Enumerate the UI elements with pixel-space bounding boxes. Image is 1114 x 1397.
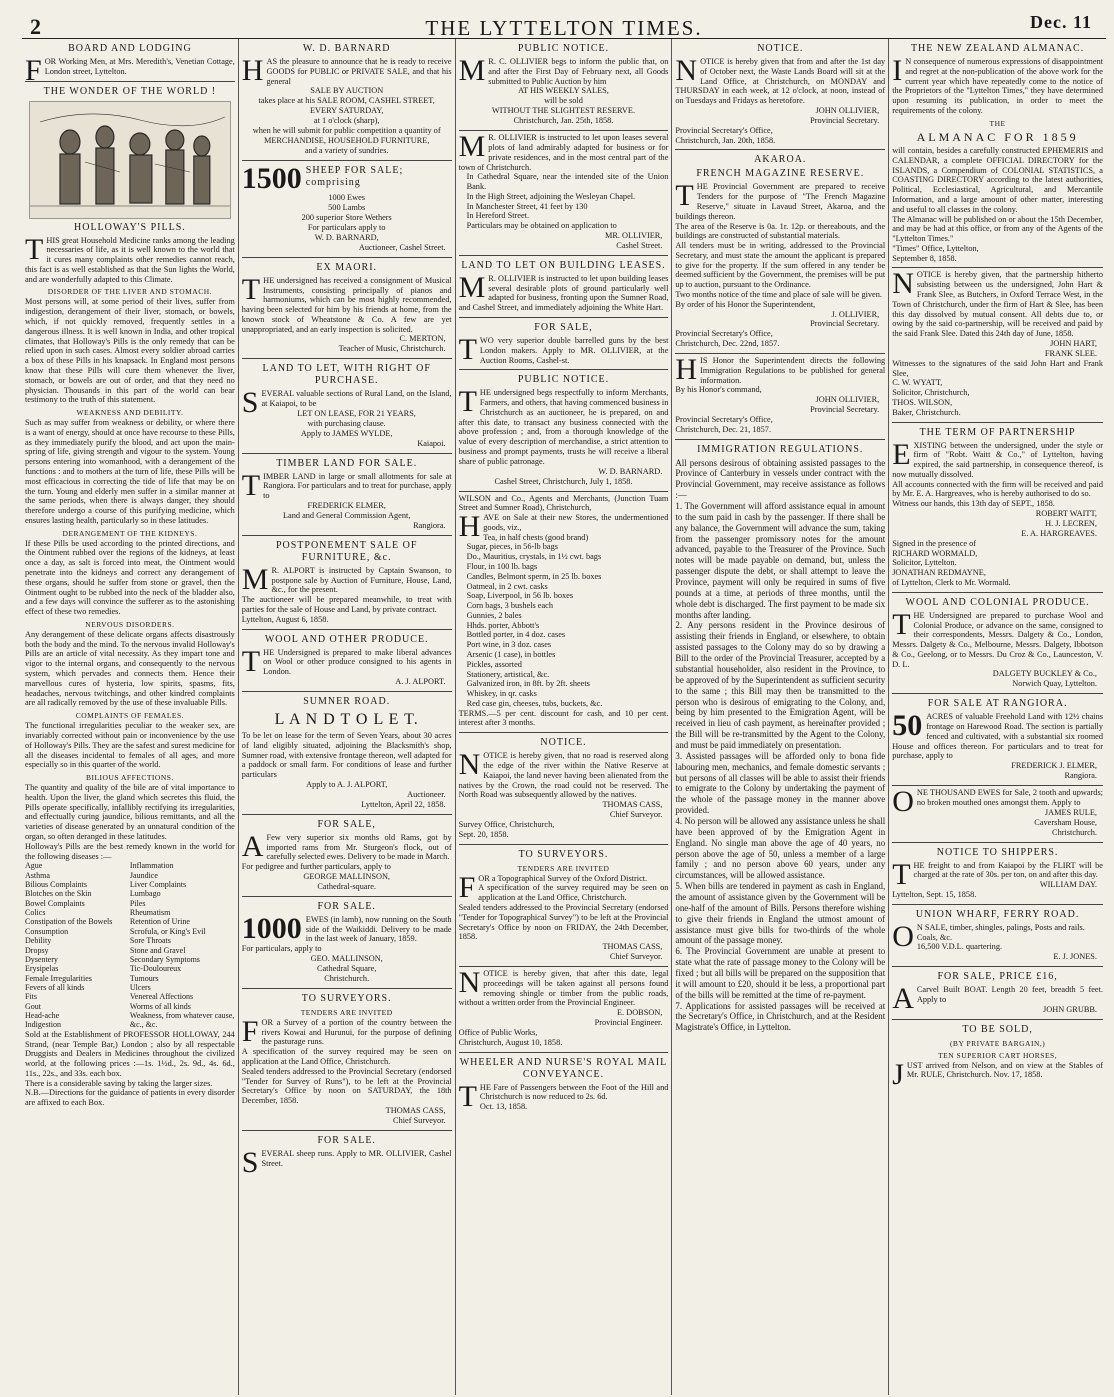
ad-rams-for-sale xyxy=(242,815,452,897)
ad-text: HE Undersigned are prepared to purchase Wool and Colonial Produce, or advance on the same, consigned to their correspondents, Messrs. Dalgety & Co., London, Messrs. Dalgety & Co., Melbourne, Messrs. Dalgety, Ibbotson & Co., Geelong, or to Messrs. Du Croz & Co., Launceston, V. D. L. xyxy=(892,610,1103,669)
ad-notice-shippers xyxy=(892,843,1103,905)
column-3 xyxy=(456,39,673,1395)
ad-text: EVERAL sheep runs. Apply to MR. OLLIVIER, Cashel Street. xyxy=(261,1148,452,1168)
ad-text: OTICE is hereby given, that the partnership hitherto subsisting between us the undersigned, John Hart & Frank Slee, as Butchers, in Oxford Terrace West, in the Town of Christchurch, under the firm of Hart & Slee, has been this day dissolved by mutual consent. All debts due to, or owing by the said co-partnership, will be received and paid by the said Frank Slee. Dated this 24th day of June, 1858. xyxy=(892,270,1103,339)
ad-text: OTICE is hereby given, that after this date, legal proceedings will be taken against all persons found removing shingle or timber from the public roads, without a written order from the Provincial Engineer. xyxy=(458,969,669,1008)
ad-date: Christchurch, Jan. 25th, 1858. xyxy=(513,116,614,126)
ad-body xyxy=(892,709,1103,761)
ad-heading: W. D. BARNARD xyxy=(302,43,391,54)
ad-body xyxy=(241,562,452,625)
ad-center-text: GEORGE MALLINSON, Cathedral-square. xyxy=(303,871,391,891)
ad-center-text: FREDERICK ELMER, Land and General Commission Agent, xyxy=(282,501,411,520)
ad-heading: NOTICE TO SHIPPERS. xyxy=(936,846,1059,858)
drop-cap: I xyxy=(892,54,903,87)
ad-body xyxy=(892,607,1103,670)
ad-body xyxy=(458,1079,669,1113)
ad-date: Office of Public Works, Christchurch, August 10, 1858. xyxy=(458,1028,563,1047)
drop-cap: T xyxy=(241,644,261,678)
ad-heading: FOR SALE. xyxy=(317,1134,376,1146)
ad-signature: E. DOBSON, Provincial Engineer. xyxy=(594,1008,663,1028)
list-intro: Holloway's Pills are the best remedy known in the world for the following diseases :— xyxy=(25,841,235,861)
ad-heading: NOTICE. xyxy=(540,737,587,749)
woodcut-scene-icon xyxy=(30,102,230,218)
ad-boat-for-sale xyxy=(892,967,1103,1020)
ad-headline: SHEEP FOR SALE; comprising xyxy=(305,165,404,189)
ad-center-text: GEO. MALLINSON, Cathedral Square, Christchurch. xyxy=(310,954,383,983)
goods-list: Tea, in half chests (good brand) Sugar, pieces, in 56-lb bags Do., Mauritius, crystals, in 1½ cwt. bags Flour, in 100 lb. bags Candles, Belmont sperm, in 25 lb. boxes Oatmeal, in 2 cwt. casks Soap, Liverpool, in 56 lb. boxes Corn bags, 3 bushels each Gunnies, 2 bales Hhds. porter, Abbott's Bottled porter, in 4 doz. cases Port wine, in 3 doz. cases Arsenic (1 case), in bottles Pickles, assorted Stationery, artistical, &c. Galvanized iron, in 8ft. by 2ft. sheets Whiskey, in qr. casks Red case gin, cheeses, tubs, buckets, &c. xyxy=(466,532,603,708)
ad-date: Cashel Street, Christchurch, July 1, 1858. xyxy=(494,476,633,486)
ad-public-notice-ollivier xyxy=(459,39,669,131)
ad-text: ACRES of valuable Freehold Land with 12½ chains frontage on Harewood Road. The section is partially fenced and cultivated, with a substantial six roomed House and offices thereon. For particulars and to treat for purchase, apply to xyxy=(892,712,1103,761)
ad-immigration-regulations xyxy=(675,440,885,1038)
ad-locations: In Cathedral Square, near the intended site of the Union Bank. In the High Street, adjoining the Wesleyan Chapel. In Manchester Street, 41 feet by 130 In Hereford Street. Particulars may be obtained on application to xyxy=(466,172,669,231)
ad-heading: EX MAORI. xyxy=(316,261,378,273)
ad-body xyxy=(241,386,452,420)
ad-body-2: will contain, besides a carefully constructed EPHEMERIS and CALENDAR, a complete OFFICIAL DIRECTORY for the ISLANDS, a Compendium of COLONIAL STATISTICS, a COASTING DIRECTORY according to the latest authorities, Political, Ecclesiastical, Agricultural, and Mercantile Information, and a large amount of other matter, interesting and useful to all classes in the colony. The Almanac will be published on or about the 15th December, and may be had at this office, or from any of the Agents of the "Lyttelton Times." xyxy=(892,146,1103,244)
ad-union-wharf xyxy=(892,905,1103,967)
ad-text: R. OLLIVIER is instructed to let upon leases several plots of land admirably adapted for business or for private residences, and in the most central part of the town of Christchurch. xyxy=(458,133,669,172)
ad-date: "Times" Office, Lyttelton, September 8, 1858. xyxy=(892,243,979,263)
ad-text: OTICE is hereby given that from and after the 1st day of October next, the Waste Lands Board will sit at the Land Office, at Christchurch, on MONDAY and THURSDAY in each week, at 12 o'clock, at noon, instead of on Tuesdays and Fridays as heretofore. xyxy=(675,57,886,106)
ad-body xyxy=(892,785,1103,819)
ad-heading: WOOL AND OTHER PRODUCE. xyxy=(264,633,429,645)
ad-date: Provincial Secretary's Office, Christchurch, Jan. 20th, 1858. xyxy=(675,125,776,145)
disease-list xyxy=(25,861,235,1029)
drop-cap: T xyxy=(675,179,694,213)
ad-public-notice-barnard xyxy=(459,370,669,491)
ad-heading: AKAROA. xyxy=(754,154,807,166)
ad-heading: THE NEW ZEALAND ALMANAC. xyxy=(910,43,1085,54)
ad-text: HE Undersigned is prepared to make liberal advances on Wool or other produce consigned to his agents in London. xyxy=(263,647,452,677)
ad-heading: FOR SALE, xyxy=(534,322,593,333)
ad-body xyxy=(458,270,669,313)
disease-list-left: Ague Asthma Bilious Complaints Blotches on the Skin Bowel Complaints Colics Constipation of the Bowels Consumption Debility Dropsy Dysentery Erysipelas Female Irregularities Fevers of all kinds Fits Gout Head-ache Indigestion xyxy=(25,861,113,1030)
drop-cap: N xyxy=(458,748,481,782)
page-number: 2 xyxy=(30,14,41,39)
ad-partnership-waitt xyxy=(892,423,1103,593)
ad-heading: NOTICE. xyxy=(757,43,804,54)
ad-headline: L A N D T O L E T. xyxy=(274,710,419,728)
woodcut-illustration xyxy=(29,101,231,219)
ad-signature: Rangiora. xyxy=(413,520,446,530)
ad-signature: C. MERTON, Teacher of Music, Christchurch. xyxy=(338,334,446,354)
ad-body: To be let on lease for the term of Seven Years, about 30 acres of land eligibly situated, adjoining the Blacksmith's shop, Sumner road, with extensive frontage thereon, well adapted for a paddock or small farm. For conditions of lease and further particulars xyxy=(241,731,452,780)
ad-body xyxy=(675,54,886,106)
section-title: BILIOUS AFFECTIONS. xyxy=(85,773,174,783)
ad-partnership-hart-slee xyxy=(892,268,1103,422)
ad-heading: TIMBER LAND FOR SALE. xyxy=(276,457,418,469)
ad-signature: WILLIAM DAY. xyxy=(1039,880,1097,890)
ad-witnesses: Signed in the presence of RICHARD WORMALD, Solicitor, Lyttelton. JONATHAN REDMAYNE, of Lyttelton, Clerk to Mr. Wormald. xyxy=(892,538,1011,587)
ad-subheading: THE xyxy=(989,118,1006,128)
ad-intro: WILSON and Co., Agents and Merchants, (Junction Tuam Street and Sumner Road), Christchurch, xyxy=(458,493,669,513)
ad-text: NE THOUSAND EWES for Sale, 2 tooth and upwards; no broken mouthed ones amongst them. Apply to xyxy=(916,788,1103,807)
ad-signature: ROBERT WAITT, H. J. LECREN, E. A. HARGREAVES. xyxy=(1021,508,1097,538)
drop-cap: S xyxy=(241,386,259,420)
ad-date: Provincial Secretary's Office, Christchurch, Dec. 21, 1857. xyxy=(675,415,773,434)
ad-text: UST arrived from Nelson, and on view at the Stables of Mr. RULE, Christchurch. Nov. 17, 1858. xyxy=(906,1060,1103,1080)
drop-cap: A xyxy=(241,829,264,863)
drop-cap: O xyxy=(892,919,914,953)
ad-text: N consequence of numerous expressions of disappointment and regret at the non-publication of the above work for the current year which have repeatedly come to the notice of the Proprietors of the "Lyttelton Times," they have determined upon resuming its publication, in order to meet the requirements of the colony. xyxy=(892,57,1103,115)
ad-postponement xyxy=(242,536,452,630)
ad-signature: W. D. BARNARD. xyxy=(598,466,663,476)
ad-heading: THE TERM OF PARTNERSHIP xyxy=(919,426,1076,438)
drop-cap: M xyxy=(458,54,486,87)
section-text: The functional irregularities peculiar to the weaker sex, are invariably corrected without pain or inconvenience by the use of Holloway's Pills. They are the safest and surest medicine for all the diseases incidental to females of all ages, and more especially so in this quarter of the world. xyxy=(25,721,235,770)
drop-cap: N xyxy=(892,267,914,301)
ad-text: Carvel Built BOAT. Length 20 feet, breadth 5 feet. Apply to xyxy=(916,985,1103,1004)
ad-sumner-road xyxy=(242,692,452,815)
ad-date: Lyttelton, Sept. 15, 1858. xyxy=(892,890,977,900)
ad-subheading: TENDERS ARE INVITED xyxy=(300,1007,393,1017)
drop-cap: E xyxy=(892,437,911,471)
ad-body xyxy=(458,385,669,466)
ad-text: WO very superior double barrelled guns by the best London makers. Apply to MR. OLLIVIER, at the Auction Rooms, Cashel-st. xyxy=(479,336,669,365)
ad-body xyxy=(458,333,669,366)
drop-cap: T xyxy=(241,468,261,502)
section-text: If these Pills be used according to the printed directions, and the Ointment rubbed over the regions of the kidneys, at least once a day, as salt is forced into meat, the Ointment would penetrate into the kidneys and correct any derangement of these organs, should he suffer from stone or gravel, then the Ointment ought to be rubbed into the neck of the bladder also, and a few days will convince the sufferer as to the astonishing effect of these two remedies. xyxy=(25,538,235,617)
section-text: The quantity and quality of the bile are of vital importance to health. Upon the liver, the gland which secretes this fluid, the Pills operate specifically, infallibly rectifying its irregularities, and effectually curing jaundice, bilious remittants, and all the varieties of disease generated by an unnatural condition of the organ, so often deranged in these latitudes. xyxy=(25,783,235,841)
drop-cap: M xyxy=(458,130,486,164)
ad-signature: MR. OLLIVIER, Cashel Street. xyxy=(605,230,663,250)
drop-cap: N xyxy=(675,54,698,87)
newspaper-title: THE LYTTELTON TIMES. xyxy=(425,16,703,40)
section-title: COMPLAINTS OF FEMALES. xyxy=(75,711,185,721)
ad-heading: WOOL AND COLONIAL PRODUCE. xyxy=(905,596,1090,608)
section-text: Most persons will, at some period of their lives, suffer from indigestion, derangement of their liver, stomach, or bowels, which, if not quickly removed, frequently settles in a dangerous illness. It is well known in India, and other tropical climates, that Holloway's Pills is the only remedy that can be relied upon in such cases. Almost every soldier abroad carries a box of these Pills in his knapsack. In England most persons know that these Pills will cure them whenever the liver, stomach, or bowels are out of order, and that they need no physician. Thousands in this part of the world can bear testimony to the truth of this statement. xyxy=(25,297,235,405)
ad-text: R. ALPORT is instructed by Captain Swanson, to postpone sale by Auction of Furniture, House, Land, &c., for the present. The auctioneer will be prepared meanwhile, to treat with parties for the sale of House and Land, by private contract. Lyttelton, August 6, 1858. xyxy=(241,565,452,624)
ad-body xyxy=(241,468,452,502)
ad-body xyxy=(458,966,669,1008)
section-title: WEAKNESS AND DEBILITY. xyxy=(76,408,184,418)
ad-akaroa xyxy=(675,150,885,354)
ad-signature: J. OLLIVIER, Provincial Secretary. xyxy=(810,309,880,329)
ad-guns xyxy=(459,318,669,370)
ad-heading: BOARD AND LODGING xyxy=(68,43,192,54)
ad-heading: FOR SALE, PRICE £16, xyxy=(937,971,1058,983)
column-5 xyxy=(889,39,1106,1395)
ad-heading: FOR SALE, xyxy=(317,818,376,830)
ad-text: OR a Topographical Survey of the Oxford District. A specification of the survey required may be seen on application at the Land Office, Christchurch. Sealed tenders addressed to the Provincial Secretary (endorsed "Tender for Topographical Survey") to be left at the Provincial Secretary's Office by noon on FRIDAY, the 24th December, 1858. xyxy=(458,873,669,942)
ad-signature: A. J. ALPORT. xyxy=(395,676,446,686)
ad-body xyxy=(241,54,452,87)
ad-topographical-survey xyxy=(459,845,669,967)
drop-cap: F xyxy=(241,1014,259,1048)
ad-text: IS Honor the Superintendent directs the following Immigration Regulations to be published for general information. By his Honor's command, xyxy=(675,356,886,395)
ad-subheading-2: TEN SUPERIOR CART HORSES, xyxy=(938,1050,1058,1060)
ad-body xyxy=(892,54,1103,116)
drop-cap: T xyxy=(458,1079,477,1113)
column-2 xyxy=(239,39,456,1395)
ad-text: HE Fare of Passengers between the Foot of the Hill and Christchurch is now reduced to 2s. 6d. Oct. 13, 1858. xyxy=(479,1082,669,1112)
ad-body xyxy=(675,179,886,309)
ad-subheading: (BY PRIVATE BARGAIN,) xyxy=(949,1038,1046,1048)
drop-cap: T xyxy=(25,232,44,266)
ad-heading: POSTPONEMENT SALE OF FURNITURE, &c. xyxy=(275,539,418,563)
ad-footer: Sold at the Establishment of PROFESSOR HOLLOWAY, 244 Strand, (near Temple Bar,) London ; also by all respectable Druggists and Dealers in Medicines throughout the civilized world, at the following prices :—1s. 1½d., 2s. 9d., 4s. 6d., 11s., 22s., and 33s. each box. There is a considerable saving by taking the larger sizes. N.B.—Directions for the guidance of patients in every disorder are affixed to each Box. xyxy=(25,1029,235,1108)
drop-cap: T xyxy=(892,857,911,891)
ad-notice-shingle xyxy=(459,967,669,1053)
ad-signature: JOHN HART, FRANK SLEE. xyxy=(1044,338,1097,358)
drop-cap: H xyxy=(458,510,481,544)
ad-body xyxy=(458,130,669,172)
ad-text: OR a Survey of a portion of the country between the rivers Kowai and Hurunui, for the purpose of defining the pasturage runs. A specification of the survey required may be seen on application at the Land Office, Christchurch. Sealed tenders addressed to the Provincial Secretary (endorsed "Tender for Survey of Runs"), to be left at the Provincial Secretary's Office by noon on SATURDAY, the 18th December, 1858. xyxy=(241,1017,452,1106)
ad-heading: IMMIGRATION REGULATIONS. xyxy=(697,443,864,455)
ad-body xyxy=(241,911,452,954)
section-title: NERVOUS DISORDERS. xyxy=(85,619,175,629)
ad-text: IMBER LAND in large or small allotments for sale at Rangiora. For particulars and to treat for purchase, apply to xyxy=(263,471,452,501)
ad-barnard xyxy=(242,39,452,161)
ad-signature: Auctioneer. Lyttelton, April 22, 1858. xyxy=(361,789,446,809)
ad-body xyxy=(25,54,235,87)
ad-signature: THOMAS CASS, Chief Surveyor. xyxy=(602,800,663,820)
ad-cart-horses xyxy=(892,1020,1103,1091)
drop-cap: F xyxy=(25,54,42,87)
drop-cap: O xyxy=(892,785,914,819)
ad-text: EVERAL valuable sections of Rural Land, on the Island, at Kaiapoi, to be xyxy=(261,389,452,409)
ad-sheep-runs xyxy=(241,1131,452,1179)
ad-text: R. OLLIVIER is instructed to let upon building leases several desirable plots of ground particularly well adapted for business, fronting upon the Sumner Road, and Cashel Street, and immediately adjoining the White Hart. xyxy=(458,273,669,313)
ad-to-surveyors xyxy=(242,989,452,1131)
ad-text: AS the pleasure to announce that he is ready to receive GOODS for PUBLIC or PRIVATE SALE, and that his general xyxy=(266,57,452,86)
ad-text: R. C. OLLIVIER begs to inform the public that, on and after the First Day of February next, all Goods submitted to Public Auction by him xyxy=(488,57,669,86)
ad-body xyxy=(241,1014,452,1106)
ad-subheading: FRENCH MAGAZINE RESERVE. xyxy=(696,168,865,180)
ad-almanac xyxy=(892,39,1103,268)
ad-immigration-intro xyxy=(675,354,885,440)
ad-text: N SALE, timber, shingles, palings, Posts and rails. Coals, &c. 16,500 V.D.L. quartering. xyxy=(916,922,1085,952)
big-number: 1500 xyxy=(241,162,302,196)
ad-date: Survey Office, Christchurch, Sept. 20, 1858. xyxy=(458,820,555,839)
ad-signature: THOMAS CASS, Chief Surveyor. xyxy=(602,942,663,962)
drop-cap: F xyxy=(458,870,476,904)
ad-signature: JAMES RULE, Caversham House, Christchurch. xyxy=(1034,807,1097,837)
ad-text: HIS great Household Medicine ranks among the leading necessaries of life, as it is well known to the world that it cures many complaints other remedies cannot reach, this fact is as well established as that the Sun lights the World, and are wonderfully adapted to this Climate. xyxy=(25,235,235,284)
ad-heading: TO SURVEYORS. xyxy=(301,992,392,1004)
ad-center-text: LET ON LEASE, FOR 21 YEARS, with purchasing clause. Apply to JAMES WYLDE, xyxy=(297,408,416,438)
ad-wool-produce xyxy=(242,630,452,692)
ad-text: HE Provincial Government are prepared to receive Tenders for the purpose of "The French Magazine Reserve," situate in Lavaud Street, Akaroa, and the buildings thereon. The area of the Reserve is 0a. 1r. 12p. or thereabouts, and the buildings are constructed of substantial materials. All tenders must be in writing, addressed to the Provincial Secretary, and must state the amount the applicant is prepared to give for the property. If the sum offered in any tender be deemed sufficient by the Government, the premises will be put up to auction, pursuant to the Ordinance. Two months notice of the time and place of sale will be given. By order of his Honor the Superintendent, xyxy=(675,182,886,309)
ad-terms: TERMS.—5 per cent. discount for cash, and 10 per cent. interest after 3 months. xyxy=(458,708,669,728)
ad-body xyxy=(241,1145,452,1179)
ad-thousand-ewes xyxy=(892,786,1103,842)
ad-signature: Auctioneer, Cashel Street. xyxy=(358,242,446,252)
section-title: DISORDER OF THE LIVER AND STOMACH. xyxy=(47,287,213,297)
ad-heading: UNION WHARF, FERRY ROAD. xyxy=(915,908,1080,920)
ad-text: HE undersigned begs respectfully to inform Merchants, Farmers, and others, that having commenced business in Christchurch as an auctioneer, he is prepared, on and after this date, to transact any business connected with the above profession ; and, from a thorough knowledge of the value of every description of merchandise, a strict attention to business and prompt payments, trusts he will receive a liberal share of public patronage. xyxy=(458,388,669,466)
drop-cap: N xyxy=(458,966,481,999)
ad-center-text: AT HIS WEEKLY SALES, will be sold WITHOUT THE SLIGHTEST RESERVE. xyxy=(491,86,636,116)
ad-center-text: SALE BY AUCTION takes place at his SALE ROOM, CASHEL STREET, EVERY SATURDAY, at 1 o'clock (sharp), when he will submit for public competition a quantity of MERCHANDISE, HOUSEHOLD FURNITURE, and a variety of sundries. xyxy=(252,86,441,156)
ad-body xyxy=(892,267,1103,339)
ad-body xyxy=(458,510,669,544)
ad-heading: FOR SALE AT RANGIORA. xyxy=(927,698,1068,710)
ad-heading: FOR SALE. xyxy=(317,900,376,912)
ad-body xyxy=(241,644,452,678)
big-number: 50 xyxy=(892,709,923,743)
ad-body xyxy=(892,919,1103,953)
ad-text: XISTING between the undersigned, under the style or firm of "Robt. Waitt & Co.," of Lyttelton, having expired, the said partnership, in consequence thereof, is now mutually dissolved. All accounts connected with the firm will be received and paid by Mr. E. A. Hargreaves, who is hereby authorised to do so. Witness our hands, this 13th day of SEPT., 1858. xyxy=(892,440,1103,509)
ad-notice-road xyxy=(459,733,669,844)
ad-center-text: 1000 Ewes 500 Lambs 200 superior Store Wethers For particulars apply to W. D. BARNARD, xyxy=(301,193,392,242)
ad-signature: THOMAS CASS, Chief Surveyor. xyxy=(385,1105,446,1125)
ad-text: HE undersigned has received a consignment of Musical Instruments, consisting principally of pianos and harmoniums, which can be most highly recommended, having been selected for him by his friends at home, from the known stock of Wheatstone & Co. A few are yet unappropriated, and an early inspection is solicited. xyxy=(241,275,452,334)
ad-signature: JOHN OLLIVIER, Provincial Secretary. xyxy=(810,105,880,125)
section-text: Such as may suffer from weakness or debility, or where there is a want of energy, should at once have recourse to these Pills, as they immediately purify the blood, and act upon the main-spring of life, giving strength and vigour to the system. Young persons entering into womanhood, with a derangement of the functions : and to mothers at the turn of life, these Pills will be most efficacious in correcting the tide of life that may be on the turn. Young and elderly men suffer in a similar manner at the same periods, when there is always danger, they should therefore undergo a course of this purifying medicine, which ensures lasting health, particularly so in these latitudes. xyxy=(25,418,235,525)
ad-signature: DALGETY BUCKLEY & Co., Norwich Quay, Lyttelton. xyxy=(992,669,1097,689)
ad-signature: Kaiapoi. xyxy=(417,438,446,448)
ad-ex-maori xyxy=(242,258,452,360)
section-text: Any derangement of these delicate organs affects disastrously both the body and the mind. To the nervous invalid Holloway's Pills are an article of vital necessity. As they impart tone and vigor to the internal organs, and consequently to the nervous system, which pervades and connects them. Hence their marvellous cures of hysteria, low spirits, spasms, fits, headaches, nervous twitchings, and other kindred complaints are all radically removed by the use of these invaluable Pills. xyxy=(25,629,235,708)
ad-text: OR Working Men, at Mrs. Meredith's, Venetian Cottage, London street, Lyttelton. xyxy=(44,57,235,76)
masthead xyxy=(22,4,1106,39)
ad-heading: PUBLIC NOTICE. xyxy=(517,43,610,54)
ad-text: OTICE is hereby given, that no road is reserved along the edge of the river within the Native Reserve at Kaiapoi, the land never having been alienated from the natives by the Crown, the road could not be reserved. The North Road was subsequently allowed by the natives. xyxy=(458,751,669,800)
ad-heading: TO BE SOLD, xyxy=(962,1023,1033,1035)
columns xyxy=(22,39,1106,1395)
drop-cap: S xyxy=(241,1145,259,1179)
ad-ewes-for-sale xyxy=(242,897,452,989)
ad-holloway xyxy=(25,82,235,1112)
drop-cap: T xyxy=(241,272,261,306)
column-1 xyxy=(22,39,239,1395)
ad-center-text: Apply to A. J. ALPORT, xyxy=(306,779,388,789)
drop-cap: T xyxy=(458,333,477,366)
ad-body xyxy=(458,870,669,942)
ad-signature: FREDERICK J. ELMER, Rangiora. xyxy=(1011,761,1097,781)
ad-waste-lands-notice xyxy=(675,39,885,150)
ad-rangiora-land xyxy=(892,694,1103,786)
ad-heading: TO SURVEYORS. xyxy=(518,848,609,860)
ad-body xyxy=(25,232,235,285)
disease-list-right: Inflammation Jaundice Liver Complaints Lumbago Piles Rheumatism Retention of Urine Scrofula, or King's Evil Sore Throats Stone and Gravel Secondary Symptoms Tic-Douloureux Tumours Ulcers Venereal Affections Worms of all kinds Weakness, from whatever cause, &c., &c. xyxy=(129,861,235,1030)
column-4 xyxy=(672,39,889,1395)
ad-royal-mail xyxy=(459,1053,669,1116)
ad-body xyxy=(241,829,452,872)
ad-body xyxy=(892,1057,1103,1091)
ad-heading: LAND TO LET ON BUILDING LEASES. xyxy=(461,259,666,271)
ad-witnesses: Witnesses to the signatures of the said John Hart and Frank Slee, C. W. WYATT, Solicitor, Christchurch, THOS. WILSON, Baker, Christchurch. xyxy=(892,358,1103,417)
ad-heading: WHEELER AND NURSE'S ROYAL MAIL CONVEYANCE. xyxy=(459,1056,668,1080)
ad-body xyxy=(458,748,669,800)
drop-cap: A xyxy=(892,982,914,1016)
drop-cap: T xyxy=(458,385,477,419)
ad-text: AVE on Sale at their new Stores, the undermentioned goods, viz., xyxy=(483,513,669,532)
ad-heading: HOLLOWAY'S PILLS. xyxy=(74,221,186,233)
ad-heading: PUBLIC NOTICE. xyxy=(517,374,610,386)
drop-cap: M xyxy=(458,270,486,304)
ad-leases xyxy=(459,131,669,256)
ad-text: EWES (in lamb), now running on the South side of the Waikiddi. Delivery to be made in the last week of January, 1859. For particulars, apply to xyxy=(241,914,452,954)
ad-building-leases xyxy=(459,256,669,318)
ad-subheading: TENDERS ARE INVITED xyxy=(517,863,610,873)
ad-heading: LAND TO LET, WITH RIGHT OF PURCHASE. xyxy=(262,363,431,387)
ad-text: HE freight to and from Kaiapoi by the FLIRT will be charged at the rate of 30s. per ton, on and after this day. xyxy=(913,860,1103,880)
ad-body xyxy=(458,54,669,87)
big-number: 1000 xyxy=(241,911,302,945)
ad-date: Provincial Secretary's Office, Christchurch, Dec. 22nd, 1857. xyxy=(675,329,780,349)
ad-signature: JOHN OLLIVIER, Provincial Secretary. xyxy=(810,395,880,415)
ad-land-purchase xyxy=(242,359,452,453)
ad-body: All persons desirous of obtaining assisted passages to the Province of Canterbury in vessels under contract with the Provincial Government, may receive assistance as follows :— 1. The Government will afford assistance equal in amount to the sum paid in cash by the passenger. If there shall be any balance, the Government will advance the sum, taking from the passenger promissory notes for the amount advanced, payable to the Treasurer of the Province. Such notes will be made payable on demand, but, unless the passenger dispute the debt, or shall attempt to leave the Province, payment will only be required in sums of five pounds at a time, at periods of three months, until the whole debt is discharged. The first payment to be made six months after landing. 2. Any persons resident in the Province desirous of assisting their friends in England, or elsewhere, to obtain assisted passages to the Colony may do so by drawing a Bill to the order of the Provincial Treasurer, accepted by a substantial householder, also resident in the Province, to be approved of by the Superintendent as sufficient security to the same ; this Bill may then be transmitted to the person who is desirous of emigrating to the Colony, and, being by him presented to the Emigration Agent, will be received in lieu of cash payment, as hereinafter provided ; the Bill will be re-transmitted by the Agent to the Colony, and must be paid immediately on presentation. 3. Assisted passages will be afforded only to bona fide labouring men, mechanics, and female domestic servants ; but persons of all classes will be able to assist their friends to emigrate to the Colony by undertaking the payment of the whole of the passage money in the manner above provided. 4. No person will be allowed any assistance unless he shall have been approved of by the Emigration Agent in England. No single man above the age of 40 years, no person above the age of 50, unless a member of a large family ; and no person above 60 years, under any circumstances, will be allowed assistance. 5. When bills are tendered in payment as cash in England, the amount of assistance given by the Government will be one-half of the amount of Bills. Persons therefore wishing to give their friends in England the utmost amount of assistance must give bills for two-thirds of the whole amount of the passage money. 6. The Provincial Government are unable at present to state what the rate of passage money to the Colony will be fixed ; but all bills will be prepared on the supposition that it will amount to £20, should it be less, a proportional part of the bills will be remitted at the time of re-payment. 7. Applications for assisted passages will be received at the Secretary's Office, in Christchurch, and at the Resident Magistrate's Office, in Lyttelton. xyxy=(675,457,886,1033)
ad-colonial-produce xyxy=(892,593,1103,695)
drop-cap: T xyxy=(892,607,911,641)
ad-timber-land xyxy=(242,454,452,536)
ad-body xyxy=(241,272,452,335)
ad-body xyxy=(892,437,1103,509)
section-title: DERANGEMENT OF THE KIDNEYS. xyxy=(62,528,198,538)
issue-date: Dec. 11 xyxy=(1030,12,1092,32)
ad-sheep xyxy=(242,161,452,258)
drop-cap: H xyxy=(675,353,698,386)
drop-cap: H xyxy=(241,54,264,87)
ad-headline: ALMANAC FOR 1859 xyxy=(916,129,1079,144)
ad-heading: SUMNER ROAD. xyxy=(303,695,391,707)
ad-signature: E. J. JONES. xyxy=(1053,952,1097,962)
ad-heading: THE WONDER OF THE WORLD ! xyxy=(43,85,217,97)
ad-board-lodging xyxy=(25,39,235,87)
drop-cap: M xyxy=(241,562,269,596)
ad-signature: JOHN GRUBB. xyxy=(1043,1004,1097,1014)
ad-body xyxy=(675,353,886,395)
ad-wilson xyxy=(459,492,669,734)
ad-text: Few very superior six months old Rams, got by imported rams from Mr. Sturgeon's flock, out of carefully selected ewes. Delivery to be made in March. For pedigree and further particulars, apply to xyxy=(241,832,452,872)
drop-cap: J xyxy=(892,1057,904,1091)
